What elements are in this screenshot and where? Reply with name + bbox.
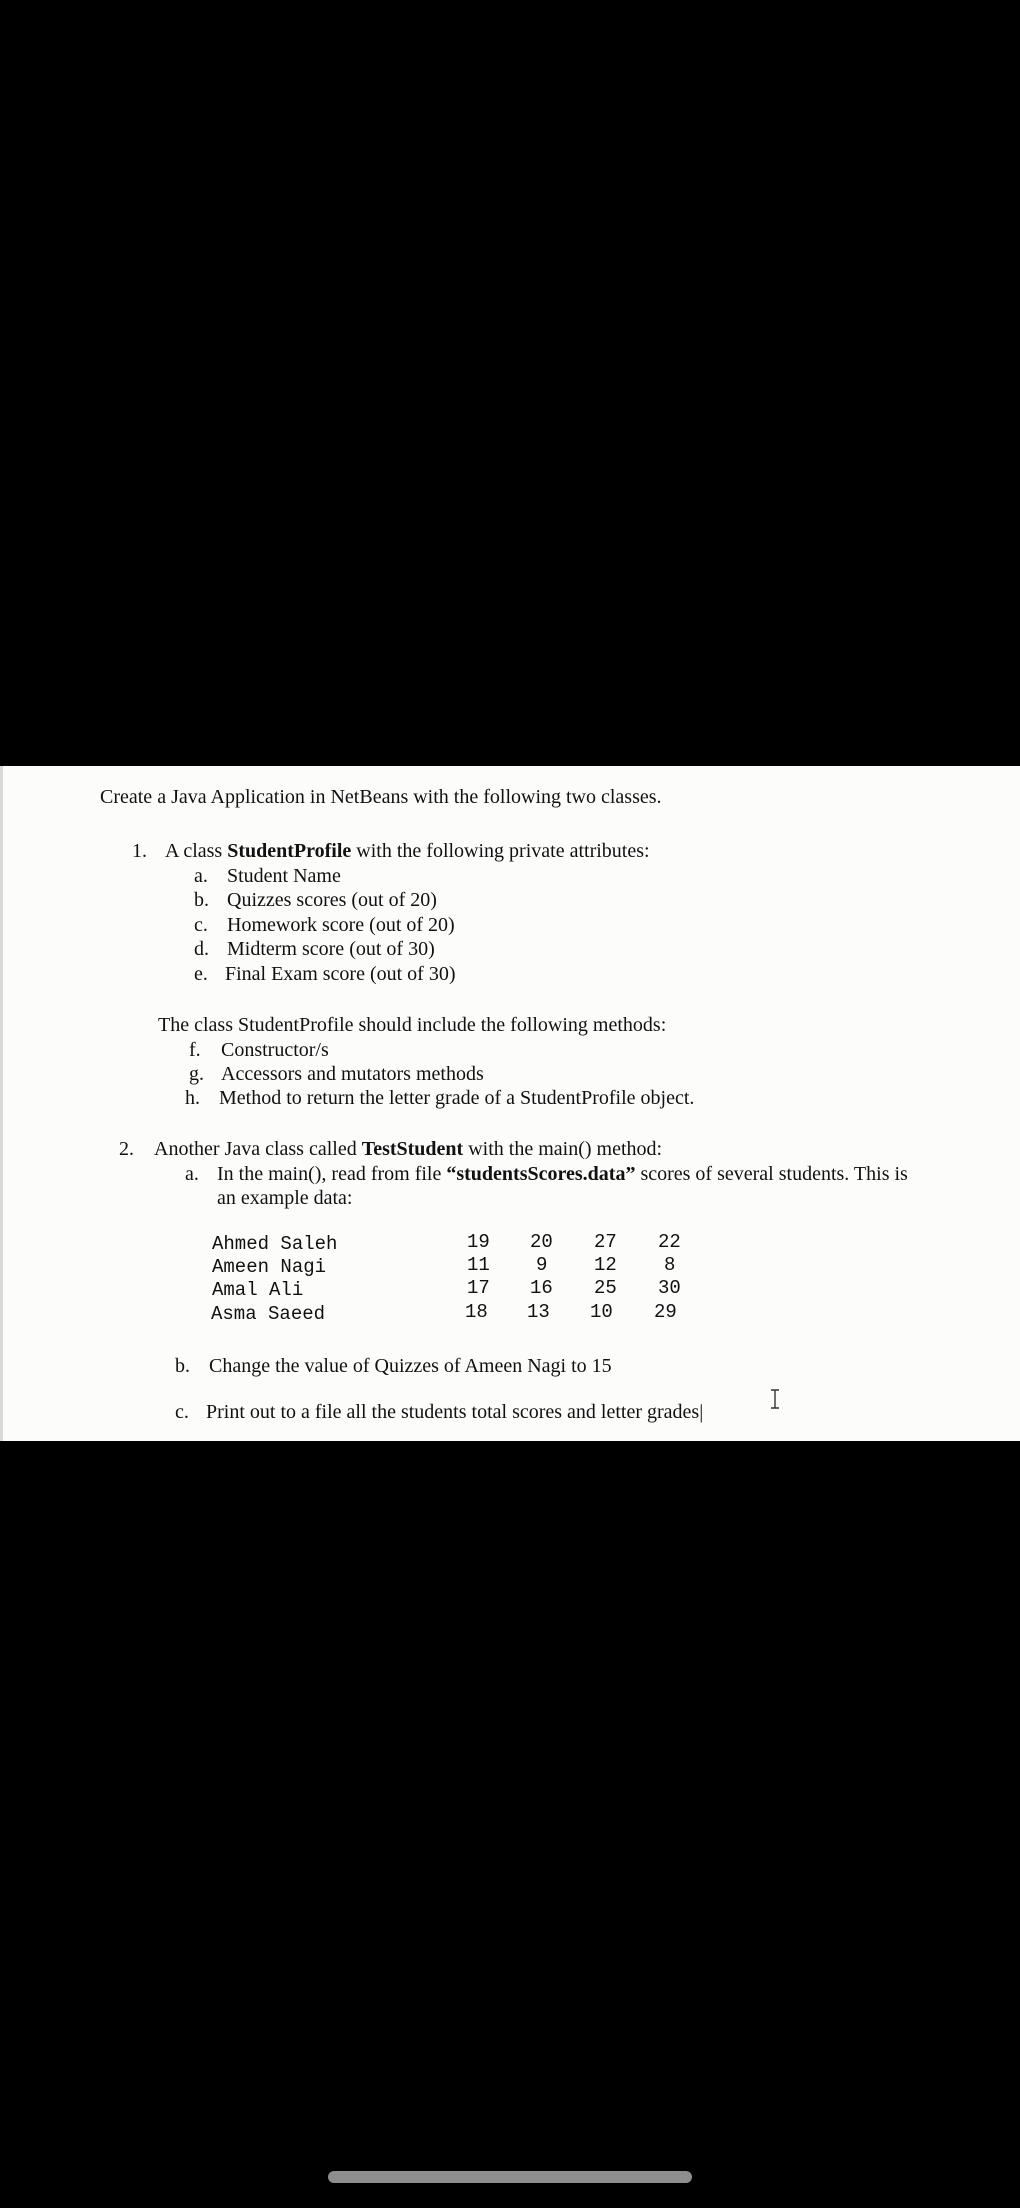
score-cell: 18	[465, 1301, 488, 1323]
item-a-line-2: an example data:	[217, 1187, 353, 1209]
attribute-item: Final Exam score (out of 30)	[225, 963, 456, 985]
item-a-line-1: In the main(), read from file “studentsScores.data” scores of several students. This is	[217, 1163, 908, 1185]
method-item: Accessors and mutators methods	[221, 1063, 484, 1085]
method-item: Method to return the letter grade of a StudentProfile object.	[219, 1087, 695, 1109]
score-cell: 30	[658, 1277, 681, 1299]
attribute-letter: e.	[194, 963, 208, 985]
attribute-letter: d.	[194, 938, 209, 960]
attribute-letter: a.	[194, 865, 208, 887]
data-file-name: “studentsScores.data”	[446, 1163, 636, 1185]
score-cell: 27	[594, 1231, 617, 1253]
score-cell: 17	[467, 1277, 490, 1299]
score-cell: 19	[467, 1231, 490, 1253]
document-page	[0, 766, 1020, 1441]
text-cursor-icon	[769, 1388, 779, 1408]
student-name: Ameen Nagi	[212, 1256, 327, 1278]
item-b-letter: b.	[175, 1355, 190, 1377]
section-2-heading: Another Java class called TestStudent with the main() method:	[154, 1138, 663, 1160]
score-cell: 8	[664, 1254, 676, 1276]
method-letter: g.	[189, 1063, 204, 1085]
item-a-letter: a.	[185, 1163, 199, 1185]
methods-intro: The class StudentProfile should include the following methods:	[158, 1014, 667, 1036]
score-cell: 10	[590, 1301, 613, 1323]
attribute-letter: c.	[194, 914, 208, 936]
section-1-number: 1.	[132, 840, 147, 862]
method-item: Constructor/s	[221, 1039, 329, 1061]
method-letter: f.	[189, 1039, 201, 1061]
attribute-item: Student Name	[227, 865, 341, 887]
intro-text: Create a Java Application in NetBeans with the following two classes.	[100, 786, 662, 808]
attribute-letter: b.	[194, 889, 209, 911]
score-cell: 13	[527, 1301, 550, 1323]
score-cell: 25	[594, 1277, 617, 1299]
student-name: Ahmed Saleh	[212, 1233, 338, 1255]
section-2-number: 2.	[119, 1138, 134, 1160]
student-name: Asma Saeed	[211, 1303, 326, 1325]
home-indicator[interactable]	[328, 2171, 692, 2183]
score-cell: 12	[594, 1254, 617, 1276]
student-name: Amal Ali	[212, 1279, 304, 1301]
score-cell: 11	[467, 1254, 490, 1276]
item-c-text[interactable]: Print out to a file all the students total scores and letter grades|	[206, 1401, 704, 1423]
method-letter: h.	[185, 1087, 200, 1109]
section-1-heading: A class StudentProfile with the following private attributes:	[165, 840, 650, 862]
score-cell: 9	[536, 1254, 548, 1276]
teststudent-class-name: TestStudent	[361, 1138, 464, 1160]
attribute-item: Midterm score (out of 30)	[227, 938, 435, 960]
attribute-item: Homework score (out of 20)	[227, 914, 455, 936]
item-c-letter: c.	[175, 1401, 189, 1423]
score-cell: 20	[530, 1231, 553, 1253]
score-cell: 22	[658, 1231, 681, 1253]
attribute-item: Quizzes scores (out of 20)	[227, 889, 437, 911]
studentprofile-class-name: StudentProfile	[227, 840, 352, 862]
item-b-text: Change the value of Quizzes of Ameen Nagi to 15	[209, 1355, 612, 1377]
score-cell: 29	[654, 1301, 677, 1323]
score-cell: 16	[530, 1277, 553, 1299]
